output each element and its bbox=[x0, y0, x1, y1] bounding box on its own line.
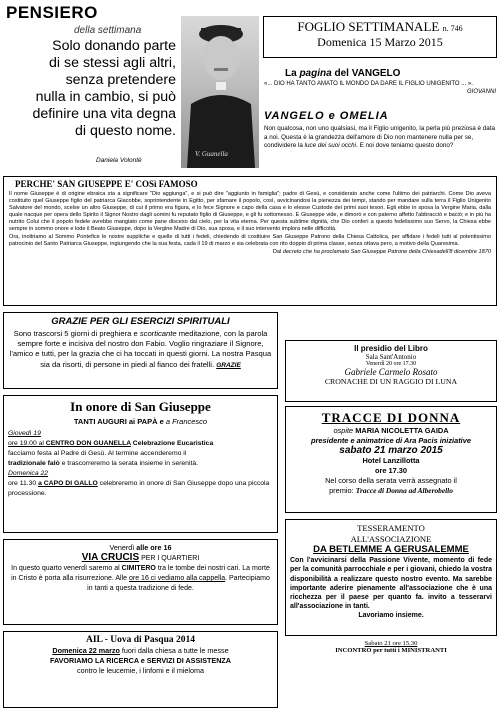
presidio-title: Il presidio del Libro bbox=[354, 344, 428, 353]
quote-line: di se stessi agli altri, bbox=[49, 55, 176, 71]
day-label: Giovedì 19 bbox=[8, 430, 41, 437]
quote-line: nulla in cambio, si può bbox=[35, 89, 176, 105]
presidio-box bbox=[285, 340, 497, 402]
quote-line: di questo nome. bbox=[75, 123, 176, 139]
pensiero-author: Daniela Volontè bbox=[96, 157, 142, 164]
via-crucis-when: Venerdì alle ore 16 bbox=[109, 543, 172, 552]
tesseramento-association: DA BETLEMME A GERUSALEMME bbox=[313, 544, 469, 555]
ministranti-when: Sabato 21 ore 15.30 bbox=[364, 640, 418, 647]
tracce-desc: Nel corso della serata verrà assegnato il bbox=[325, 476, 457, 485]
presidio-date: Venerdì 20 ore 17.30 bbox=[365, 361, 417, 367]
tesseramento-body: Con l'avvicinarsi della Passione Vivente, momento di fede per la comunità parrocchiale e per i giovani, chiedo la vostra disponibilità a realizzare questo nostro evento. Ma sarebbe importante aderire pienamente all'associazione che è una ricchezza per il paese per quanto fa. invito a tesserarvi all'associazione in tanti. bbox=[290, 557, 492, 611]
tesseramento-box bbox=[285, 519, 497, 636]
day-label: Domenica 22 bbox=[8, 470, 49, 477]
priest-portrait-photo bbox=[181, 16, 259, 168]
tracce-guest: ospite MARIA NICOLETTA GAIDA bbox=[333, 426, 449, 435]
tesseramento-title-2: ALL'ASSOCIAZIONE bbox=[350, 533, 432, 544]
issue-date: Domenica 15 Marzo 2015 bbox=[317, 35, 443, 49]
vangelo-quote: «... DIO HA TANTO AMATO IL MONDO DA DARE IL FIGLIO UNIGENITO ... ». GIOVANNI bbox=[264, 81, 496, 95]
masthead-title: FOGLIO SETTIMANALE n. 746 bbox=[297, 19, 463, 34]
vangelo-omelia-title: VANGELO e OMELIA bbox=[264, 110, 389, 122]
vangelo-title: La pagina del VANGELO bbox=[285, 68, 401, 79]
article-san-giuseppe bbox=[3, 176, 497, 306]
ail-body: Domenica 22 marzo fuori dalla chiesa a tutte le messe FAVORIAMO LA RICERCA e SERVIZI DI ASSISTENZA contro le leucemie, i linfomi e il mieloma bbox=[49, 646, 232, 675]
san-giuseppe-title: In onore di San Giuseppe bbox=[70, 399, 211, 414]
masthead bbox=[263, 16, 497, 58]
tracce-di-donna-box bbox=[285, 406, 497, 513]
vangelo-author: GIOVANNI bbox=[466, 88, 496, 95]
via-crucis-title: VIA CRUCIS PER I QUARTIERI bbox=[81, 552, 200, 563]
via-crucis-box bbox=[3, 539, 278, 625]
tesseramento-closing: Lavoriamo insieme. bbox=[358, 611, 424, 619]
article-body: Il nome Giuseppe è di origine ebraica sta a significare "Dio aggiunga", e si può dire "aggiunto in famiglia"; padre di Gesù, e considerato anche come l'ultimo dei patriarchi. Come Dio aveva costituito quel Giuseppe figlio del patriarca Giacobbe, soprintendente in Egitto, per sfamare il popolo, così, avvicinandosi la pienezza dei tempi, stando per mandare sulla terra il Figlio Unigenito Salvatore del mondo, scelse un altro Giuseppe, di cui il primo era figura, e lo fece Signore e capo della casa e lo elesse Custode dei primi suoi tesori. Egli ebbe in sposa la Vergine Maria, dalla quale nacque per opera dello Spirito il Signor Nostro dagli uomini fu reputato figlio di Giuseppe, e gli fu sottomesso. E Giuseppe vide, e dimorò e con paterno affetto l'abbracciò e baciò; e in più ha nutrito Colui che il popolo fedele avrebbe mangiato come pane disceso dal cielo, per la vita eterna. Per questa sublime dignità, che Dio conferì a questo fedelissimo suo Servo, la Chiesa ebbe sempre in sommo onore e lode il Beato Giuseppe, dopo la Vergine Madre di Dio, sua sposa, e il suo intervento implora nelle difficoltà. Ora, inoltriamo al Sommo Pontefice le nostre suppliche e quelle di tutti i fedeli, chiedendo di costituire San Giuseppe Patrono della Chiesa Cattolica, per affidare i fedeli tutti al potentissimo patrocinio del Santo Patriarca Giuseppe, ingiungendo che la sua festa, cada il 19 di marzo e sia celebrata con rito doppio di prima classe, senza ottava pero, a motivo della Quaresima. bbox=[9, 191, 491, 247]
tracce-title: TRACCE DI DONNA bbox=[321, 410, 461, 425]
quote-line: senza pretendere bbox=[65, 72, 176, 88]
via-crucis-body: In questo quarto venerdì saremo al CIMITERO tra le tombe dei nostri cari. La morte in Cristo è porta alla risurrezione. Alle ore 16 ci vediamo alla cappella. Partecipiamo in tanti a questa tradizione di fede. bbox=[11, 565, 270, 592]
tesseramento-title: TESSERAMENTO bbox=[357, 523, 425, 533]
tracce-role: presidente e animatrice di Ara Pacis iniziative bbox=[311, 435, 471, 445]
ministranti-what: INCONTRO per tutti i MINISTRANTI bbox=[335, 647, 447, 654]
article-source: Dal decreto che ha proclamato San Giuseppe Patrone della Chiesadell'8 dicembre 1870 bbox=[272, 248, 491, 255]
san-giuseppe-box bbox=[3, 395, 278, 533]
presidio-book: CRONACHE DI UN RAGGIO DI LUNA bbox=[324, 377, 458, 386]
tracce-time: ore 17.30 bbox=[374, 466, 408, 475]
tracce-place: Hotel Lanzillotta bbox=[362, 456, 420, 465]
ail-title: AIL - Uova di Pasqua 2014 bbox=[85, 635, 195, 645]
san-giuseppe-subtitle: TANTI AUGURI ai PAPÀ e a Francesco bbox=[73, 417, 208, 426]
vangelo-omelia-text: Non qualcosa, non uno qualsiasi, ma il Figlio unigenito, la perla più preziosa è data a noi. Questa è la grandezza dell'amore di Dio non mantenere nulla per se, condividere la luce dei suoi occhi. E noi dove teniamo questo dono? bbox=[264, 125, 496, 150]
pensiero-subtitle: della settimana bbox=[74, 25, 142, 36]
tracce-date: sabato 21 marzo 2015 bbox=[339, 445, 443, 456]
photo-signature: V. Guanella bbox=[195, 150, 228, 158]
esercizi-box bbox=[3, 312, 278, 389]
pensiero-title: PENSIERO bbox=[6, 3, 98, 22]
article-title: PERCHE' SAN GIUSEPPE E' COSì FAMOSO bbox=[15, 179, 198, 189]
pensiero-quote bbox=[4, 38, 176, 140]
issue-number: n. 746 bbox=[442, 24, 463, 33]
esercizi-body: Sono trascorsi 5 giorni di preghiera e scorticante meditazione, con la parola sempre forte e incisiva del nostro don Fabio. Voglio ringraziare il Signore, l'amico e tutti, per la grazia che ci ha toccati in questi giorni. La nostra Pasqua sia da risorti, di persone in piedi al fianco dei fratelli. GRAZIE bbox=[9, 329, 272, 369]
tracce-prize: premio: Tracce di Donna ad Alberobello bbox=[329, 486, 453, 495]
quote-line: Solo donando parte bbox=[52, 38, 176, 54]
quote-line: definire una vita degna bbox=[32, 106, 176, 122]
esercizi-title: GRAZIE PER GLI ESERCIZI SPIRITUALI bbox=[51, 316, 230, 327]
presidio-place: Sala Sant'Antonio bbox=[365, 353, 417, 361]
esercizi-signature: GRAZIE bbox=[216, 361, 241, 369]
ministranti-notice bbox=[285, 640, 497, 654]
presidio-author: Gabriele Carmelo Rosato bbox=[344, 367, 438, 377]
ail-box bbox=[3, 631, 278, 708]
san-giuseppe-body: Giovedì 19 ore 19.00 al CENTRO DON GUANELLA Celebrazione Eucaristica facciamo festa al Padre di Gesù. Al termine accenderemo il tradizionale falò e trascorreremo la serata insieme in serenità. Domenica 22 ore 11.30 a CAPO DI GALLO celebreremo in onore di San Giuseppe dopo una piccola processione. bbox=[8, 429, 273, 499]
